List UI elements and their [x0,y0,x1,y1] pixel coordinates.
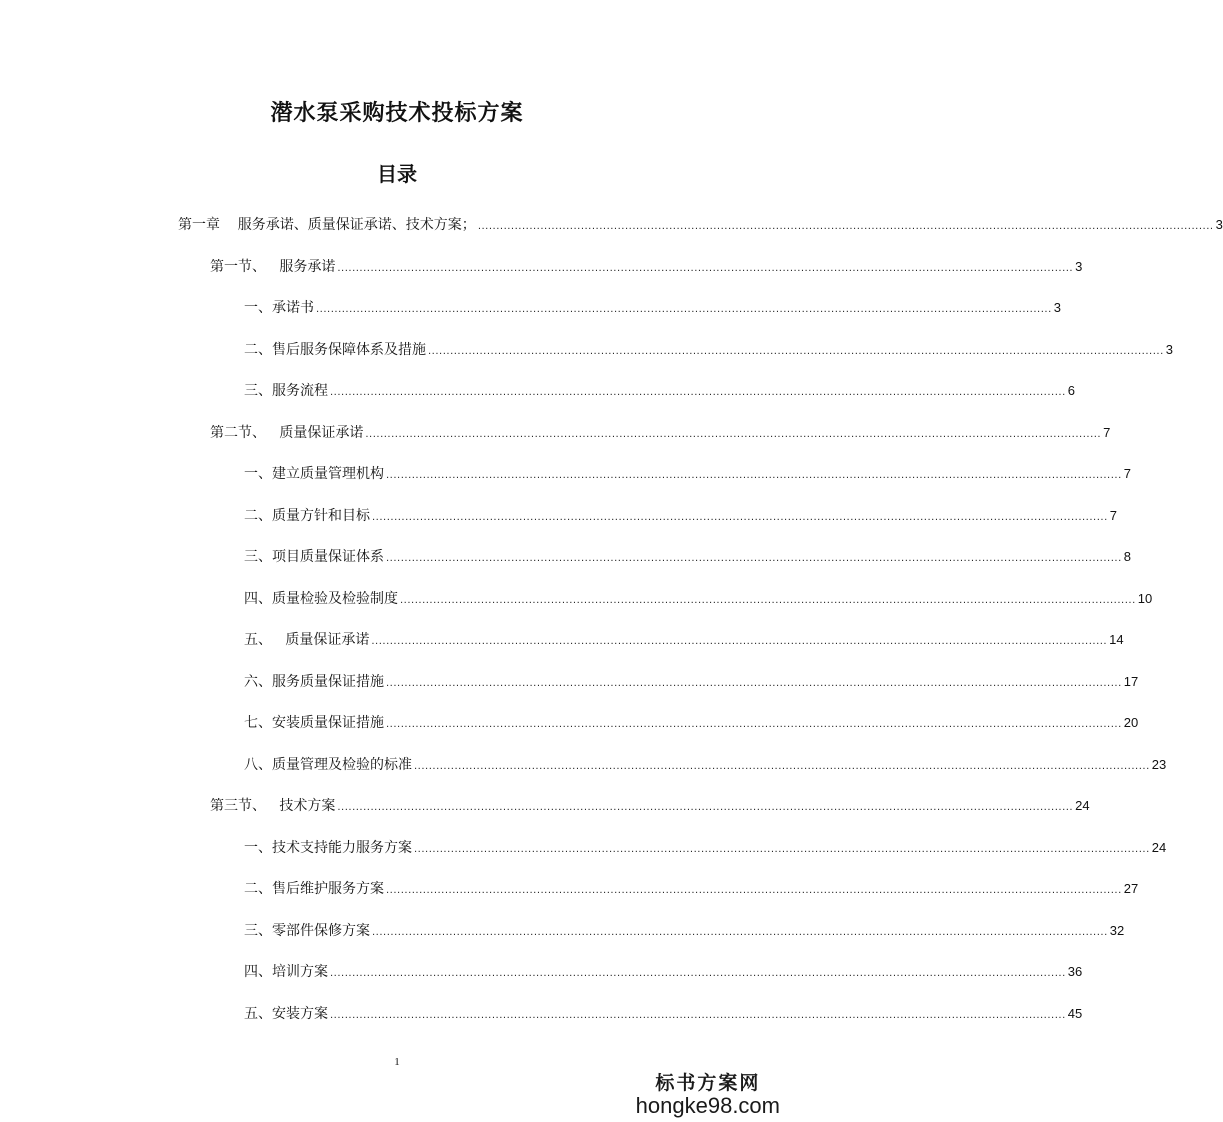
toc-dot-leader: ........................................................................................................................................................................................................ [400,594,1136,606]
toc-dot-leader: ........................................................................................................................................................................................................ [386,470,1122,481]
watermark-url: hongke98.com [635,1093,780,1118]
toc-entry-label: 二、售后维护服务方案 [244,881,384,897]
page-number: 1 [394,1056,400,1068]
toc-dot-leader: ........................................................................................................................................................................................................ [386,885,1122,896]
toc-entry-label: 五、安装方案 [244,1005,328,1022]
toc-dot-leader: ........................................................................................................................................................................................................ [365,428,1102,440]
toc-entry[interactable] [244,335,1173,359]
toc-dot-leader: ........................................................................................................................................................................................................ [371,636,1108,647]
toc-dot-leader: ........................................................................................................................................................................................................ [414,843,1150,855]
toc-entry-page: 24 [1075,798,1090,813]
toc-dot-leader: ........................................................................................................................................................................................................ [330,1009,1066,1021]
toc-entry[interactable] [178,210,1223,234]
toc-entry-label: 四、培训方案 [244,964,328,980]
toc-dot-leader: ........................................................................................................................................................................................................ [372,511,1108,523]
toc-dot-leader: ........................................................................................................................................................................................................ [330,968,1066,979]
toc-entry-label: 四、质量检验及检验制度 [244,590,398,607]
toc-entry-label: 第一节、 服务承诺 [210,258,336,275]
toc-dot-leader: ........................................................................................................................................................................................................ [414,760,1150,772]
document-title: 潜水泵采购技术投标方案 [270,101,524,126]
toc-dot-leader: ........................................................................................................................................................................................................ [477,221,1214,232]
toc-entry-label: 七、安装质量保证措施 [244,715,384,731]
toc-entry-page: 7 [1109,507,1117,523]
toc-entry-page: 6 [1067,383,1075,398]
toc-entry-page: 17 [1123,673,1139,689]
toc-entry[interactable] [244,542,1131,566]
watermark-text: 标书方案网 [655,1072,761,1094]
toc-entry[interactable] [244,459,1131,483]
toc-entry[interactable] [244,916,1125,940]
toc-entry-label: 第一章 服务承诺、质量保证承诺、技术方案； [178,217,476,233]
toc-dot-leader: ........................................................................................................................................................................................................ [386,719,1122,730]
toc-heading: 目录 [377,162,417,186]
toc-dot-leader: ........................................................................................................................................................................................................ [316,304,1052,315]
toc-entry[interactable] [244,999,1083,1023]
watermark-logo [636,1068,780,1119]
toc-entry-label: 第二节、 质量保证承诺 [210,424,364,441]
toc-entry-label: 一、技术支持能力服务方案 [244,839,412,856]
toc-entry-page: 7 [1103,424,1111,440]
toc-entry-label: 一、承诺书 [244,300,314,316]
toc-entry-page: 20 [1123,715,1139,730]
toc-entry[interactable] [210,252,1083,276]
toc-entry[interactable] [210,418,1111,442]
toc-entry[interactable] [244,293,1061,317]
toc-entry-label: 八、质量管理及检验的标准 [244,756,412,773]
toc-entry-page: 8 [1123,549,1131,564]
toc-dot-leader: ........................................................................................................................................................................................................ [330,387,1066,398]
toc-entry-page: 14 [1109,632,1124,647]
toc-entry[interactable] [244,584,1153,608]
toc-entry-page: 23 [1151,756,1167,772]
toc-dot-leader: ........................................................................................................................................................................................................ [386,553,1122,564]
toc-entry[interactable] [244,501,1117,525]
toc-entry[interactable] [244,376,1075,400]
toc-entry[interactable] [244,750,1167,774]
toc-entry-page: 3 [1053,300,1061,315]
toc-entry[interactable] [244,625,1124,649]
toc-entry[interactable] [244,957,1083,981]
toc-dot-leader: ........................................................................................................................................................................................................ [337,802,1074,813]
toc-entry-label: 一、建立质量管理机构 [244,466,384,482]
toc-entry[interactable] [244,667,1139,691]
toc-entry[interactable] [244,708,1139,732]
toc-entry-page: 45 [1067,1005,1083,1021]
toc-entry[interactable] [244,874,1139,898]
toc-entry[interactable] [210,791,1090,815]
toc-entry-label: 二、质量方针和目标 [244,507,370,524]
toc-dot-leader: ........................................................................................................................................................................................................ [372,926,1108,938]
toc-entry-page: 32 [1109,922,1125,938]
toc-entry-page: 36 [1067,964,1083,979]
toc-entry-page: 10 [1137,590,1153,606]
toc-entry-label: 三、零部件保修方案 [244,922,370,939]
toc-entry-label: 三、服务流程 [244,383,328,399]
toc-dot-leader: ........................................................................................................................................................................................................ [386,677,1122,689]
toc-entry-label: 五、 质量保证承诺 [244,632,370,648]
toc-entry-label: 三、项目质量保证体系 [244,549,384,565]
toc-entry-label: 二、售后服务保障体系及措施 [244,341,426,358]
toc-entry-page: 7 [1123,466,1131,481]
toc-entry-page: 24 [1151,839,1167,855]
toc-entry[interactable] [244,833,1167,857]
toc-dot-leader: ........................................................................................................................................................................................................ [428,345,1164,357]
toc-entry-label: 第三节、 技术方案 [210,798,336,814]
toc-entry-label: 六、服务质量保证措施 [244,673,384,690]
toc-entry-page: 3 [1165,341,1173,357]
toc-entry-page: 27 [1123,881,1139,896]
toc-entry-page: 3 [1215,217,1223,232]
toc-entry-page: 3 [1075,258,1083,274]
toc-dot-leader: ........................................................................................................................................................................................................ [337,262,1074,274]
